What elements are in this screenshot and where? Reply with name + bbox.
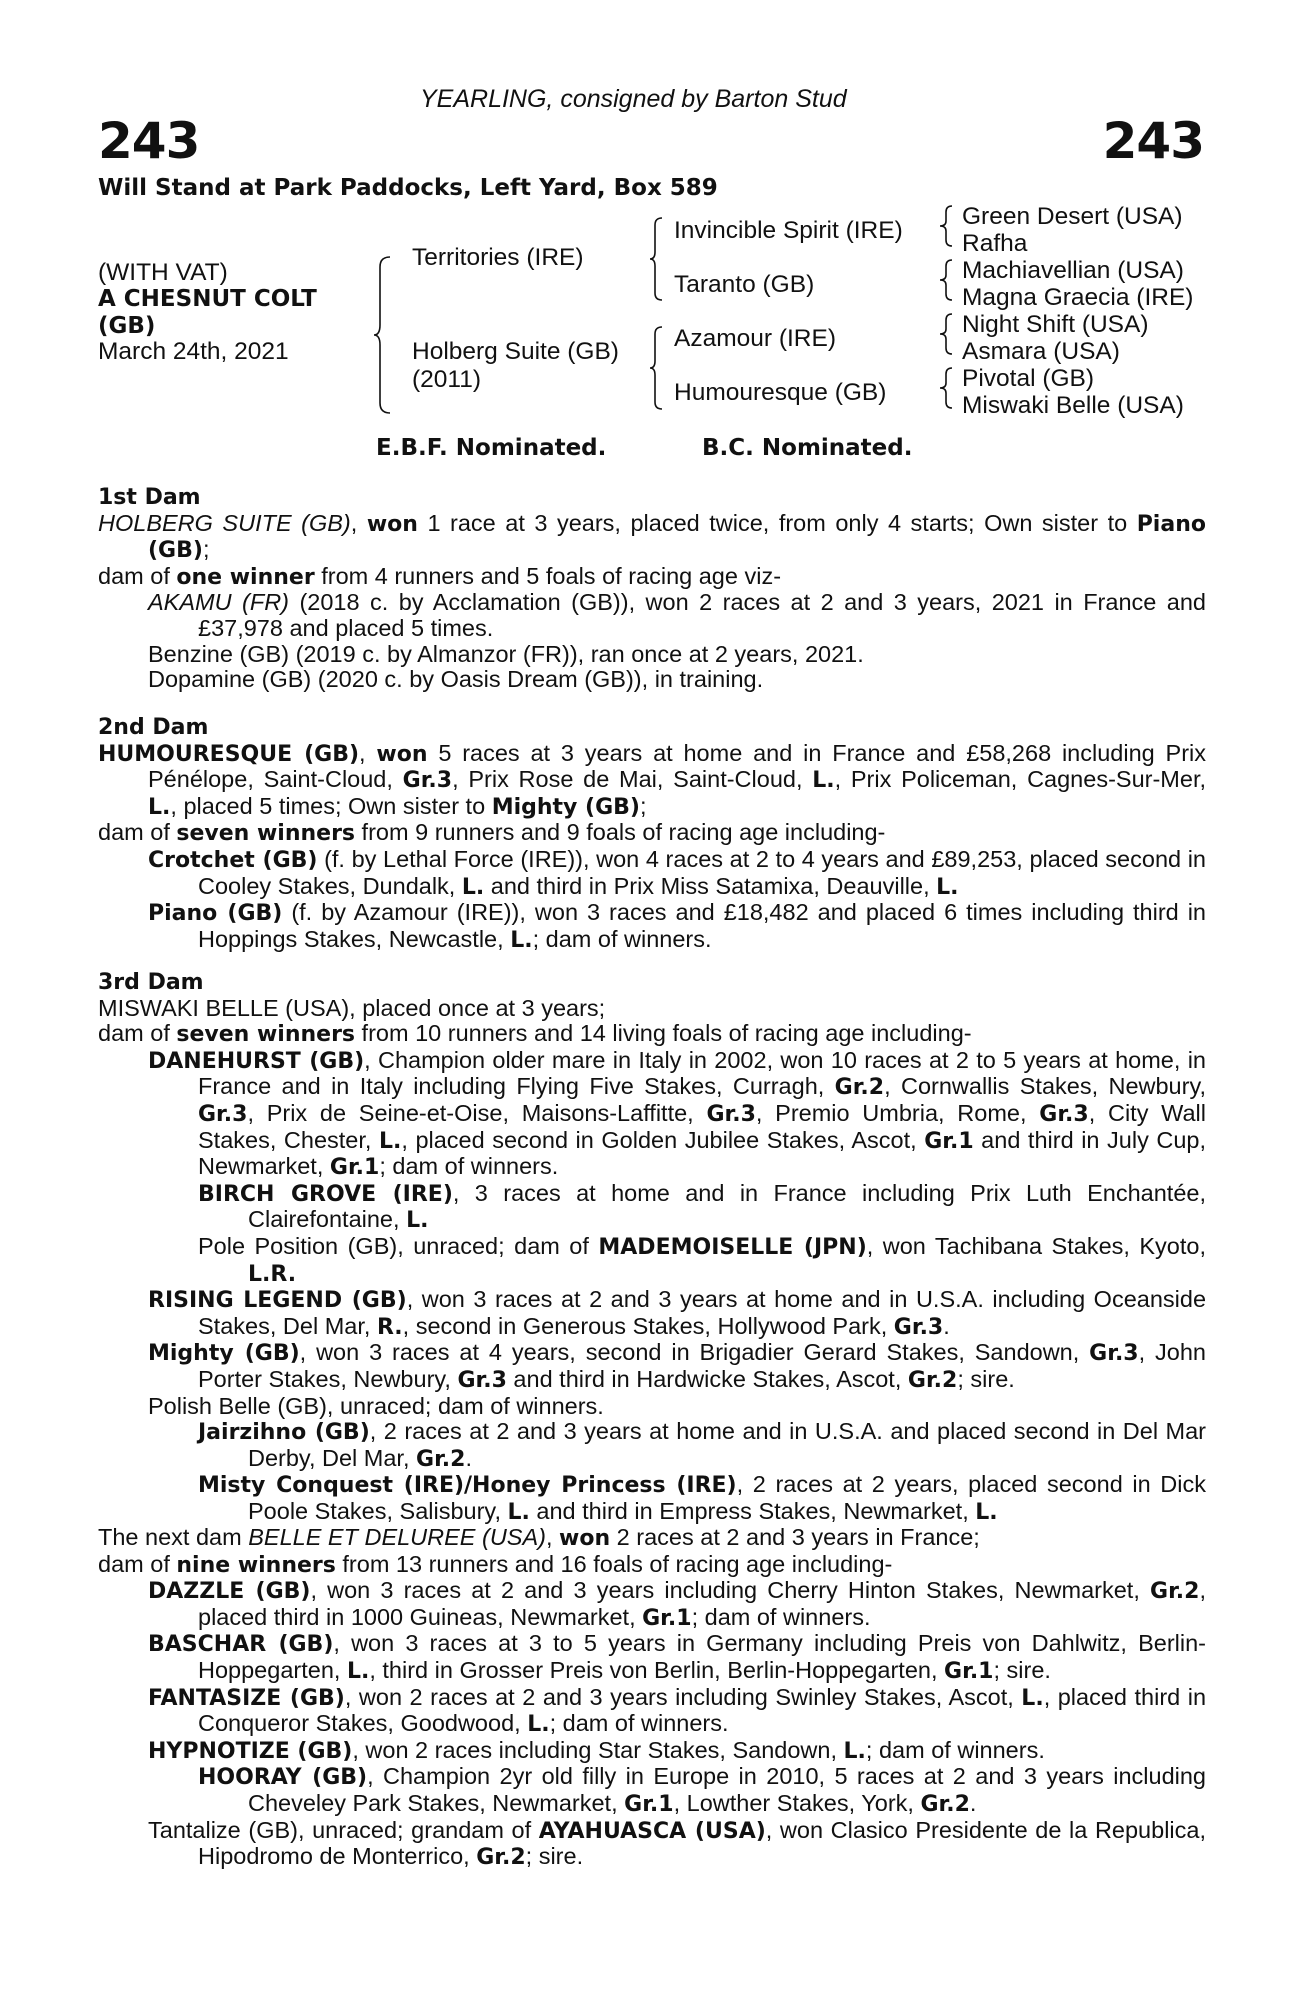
produce-dazzle: DAZZLE (GB), won 3 races at 2 and 3 years including Cherry Hinton Stakes, Newmarket, Gr.2, placed third in 1000 Guineas, Newmarket, Gr.1; dam of winners. (148, 1577, 1206, 1631)
pedigree-g1: Green Desert (USA) (962, 203, 1183, 230)
stand-location: Will Stand at Park Paddocks, Left Yard, Box 589 (98, 175, 718, 201)
produce-fantasize: FANTASIZE (GB), won 2 races at 2 and 3 years including Swinley Stakes, Ascot, L., placed third in Conqueror Stakes, Goodwood, L.; dam of winners. (148, 1683, 1207, 1738)
produce-tantalize: Tantalize (GB), unraced; grandam of AYAHUASCA (USA), won Clasico Presidente de la Republica, Hipodromo de Monterrico, Gr.2; sire. (148, 1816, 1206, 1871)
pedigree-sire: Territories (IRE) (412, 244, 584, 271)
first-dam-name: HOLBERG SUITE (GB) (98, 509, 351, 536)
pedigree-brace-g2 (938, 258, 954, 302)
third-dam-heading: 3rd Dam (98, 970, 204, 995)
pedigree-g8: Miswaki Belle (USA) (962, 392, 1184, 419)
pedigree-dam-sire: Azamour (IRE) (674, 325, 837, 352)
produce-pole-position: Pole Position (GB), unraced; dam of MADEMOISELLE (JPN), won Tachibana Stakes, Kyoto, L.R. (198, 1232, 1207, 1287)
pedigree-dam: Holberg Suite (GB) (412, 338, 619, 365)
pedigree-brace-g1 (938, 204, 954, 248)
first-dam-heading: 1st Dam (98, 485, 201, 510)
produce-birch-grove: BIRCH GROVE (IRE), 3 races at home and in France including Prix Luth Enchantée, Clairefontaine, L. (198, 1179, 1207, 1234)
produce-mighty: Mighty (GB), won 3 races at 4 years, second in Brigadier Gerard Stakes, Sandown, Gr.3, John Porter Stakes, Newbury, Gr.3 and third in Hardwicke Stakes, Ascot, Gr.2; sire. (148, 1339, 1206, 1393)
produce-hooray: HOORAY (GB), Champion 2yr old filly in Europe in 2010, 5 races at 2 and 3 years including Cheveley Park Stakes, Newmarket, Gr.1, Lowther Stakes, York, Gr.2. (198, 1763, 1206, 1817)
lot-number-left: 243 (98, 112, 200, 170)
next-dam-section (98, 1525, 1206, 1871)
pedigree-brace-g3 (938, 312, 954, 356)
pedigree-g7: Pivotal (GB) (962, 365, 1095, 392)
pedigree-g5: Night Shift (USA) (962, 311, 1149, 338)
pedigree-dam-dam: Humouresque (GB) (674, 379, 887, 406)
pedigree-brace-main (372, 255, 392, 415)
won-text: won (366, 511, 418, 537)
next-dam-record: The next dam BELLE ET DELUREE (USA), won 2 races at 2 and 3 years in France; (98, 1524, 980, 1551)
produce-misty-conquest: Misty Conquest (IRE)/Honey Princess (IRE), 2 races at 2 years, placed second in Dick Poole Stakes, Salisbury, L. and third in Empress Stakes, Newmarket, L. (198, 1471, 1206, 1525)
next-dam-produce-summary: dam of nine winners from 13 runners and 16 foals of racing age including- (98, 1550, 893, 1578)
bc-nomination: B.C. Nominated. (702, 435, 913, 461)
pedigree-brace-dam (648, 325, 664, 411)
pedigree-g3: Machiavellian (USA) (962, 257, 1184, 284)
second-dam-heading: 2nd Dam (98, 715, 209, 740)
second-dam-section (98, 715, 1206, 953)
produce-baschar: BASCHAR (GB), won 3 races at 3 to 5 years in Germany including Preis von Dahlwitz, Berlin-Hoppegarten, L., third in Grosser Preis von Berlin, Berlin-Hoppegarten, Gr.1; sire. (148, 1630, 1206, 1684)
first-dam-section (98, 485, 1206, 693)
produce-danehurst: DANEHURST (GB), Champion older mare in Italy in 2002, won 10 races at 2 to 5 years at home, in France and in Italy including Flying Five Stakes, Curragh, Gr.2, Cornwallis Stakes, Newbury, Gr.3, Prix de Seine-et-Oise, Maisons-Laffitte, Gr.3, Premio Umbria, Rome, Gr.3, City Wall Stakes, Chester, L., placed second in Golden Jubilee Stakes, Ascot, Gr.1 and third in July Cup, Newmarket, Gr.1; dam of winners. (148, 1046, 1206, 1181)
pedigree-dam-year: (2011) (412, 366, 482, 393)
vat-note: (WITH VAT) (98, 259, 228, 286)
produce-rising-legend: RISING LEGEND (GB), won 3 races at 2 and 3 years at home and in U.S.A. including Oceanside Stakes, Del Mar, R., second in Generous Stakes, Hollywood Park, Gr.3. (148, 1286, 1207, 1340)
second-dam-produce-summary: dam of seven winners from 9 runners and 9 foals of racing age including- (98, 819, 886, 847)
third-dam-produce-summary: dam of seven winners from 10 runners and 14 living foals of racing age including- (98, 1020, 972, 1048)
pedigree-g6: Asmara (USA) (962, 338, 1120, 365)
produce-crotchet: Crotchet (GB) (f. by Lethal Force (IRE)), won 4 races at 2 to 4 years and £89,253, placed second in Cooley Stakes, Dundalk, L. and third in Prix Miss Satamixa, Deauville, L. (148, 845, 1206, 900)
second-dam-record: HUMOURESQUE (GB), won 5 races at 3 years at home and in France and £58,268 including Prix Pénélope, Saint-Cloud, Gr.3, Prix Rose de Mai, Saint-Cloud, L., Prix Policeman, Cagnes-Sur-Mer, L., placed 5 times; Own sister to Mighty (GB); (98, 739, 1207, 820)
consignment-subtitle: YEARLING, consigned by Barton Stud (420, 85, 847, 113)
produce-jairzihno: Jairzihno (GB), 2 races at 2 and 3 years at home and in U.S.A. and placed second in Del Mar Derby, Del Mar, Gr.2. (198, 1418, 1206, 1472)
produce-benzine: Benzine (GB) (2019 c. by Almanzor (FR)), ran once at 2 years, 2021. (148, 640, 864, 667)
ebf-nomination: E.B.F. Nominated. (376, 435, 607, 461)
first-dam-record: HOLBERG SUITE (GB), won 1 race at 3 years, placed twice, from only 4 starts; Own sister to Piano (GB); (98, 509, 1206, 564)
sister-name: Piano (GB) (148, 511, 1206, 564)
produce-polish-belle: Polish Belle (GB), unraced; dam of winners. (148, 1392, 604, 1419)
pedigree-sire-sire: Invincible Spirit (IRE) (674, 217, 903, 244)
pedigree-g2: Rafha (962, 230, 1028, 257)
lot-number-right: 243 (1102, 112, 1204, 170)
foaling-date: March 24th, 2021 (98, 338, 289, 365)
pedigree-brace-g4 (938, 366, 954, 410)
horse-description: A CHESNUT COLT (98, 286, 317, 312)
third-dam-record: MISWAKI BELLE (USA), placed once at 3 years; (98, 994, 606, 1021)
pedigree-brace-sire (648, 216, 664, 302)
produce-akamu: AKAMU (FR) (2018 c. by Acclamation (GB)), won 2 races at 2 and 3 years, 2021 in France and £37,978 and placed 5 times. (148, 589, 1206, 641)
produce-dopamine: Dopamine (GB) (2020 c. by Oasis Dream (GB)), in training. (148, 666, 764, 693)
pedigree-g4: Magna Graecia (IRE) (962, 284, 1194, 311)
first-dam-produce-summary: dam of one winner from 4 runners and 5 foals of racing age viz- (98, 562, 782, 590)
third-dam-section (98, 970, 1206, 1525)
produce-hypnotize: HYPNOTIZE (GB), won 2 races including Star Stakes, Sandown, L.; dam of winners. (148, 1736, 1045, 1764)
pedigree-sire-dam: Taranto (GB) (674, 271, 815, 298)
horse-origin: (GB) (98, 313, 156, 339)
produce-piano: Piano (GB) (f. by Azamour (IRE)), won 3 races and £18,482 and placed 6 times including third in Hoppings Stakes, Newcastle, L.; dam of winners. (148, 899, 1206, 953)
